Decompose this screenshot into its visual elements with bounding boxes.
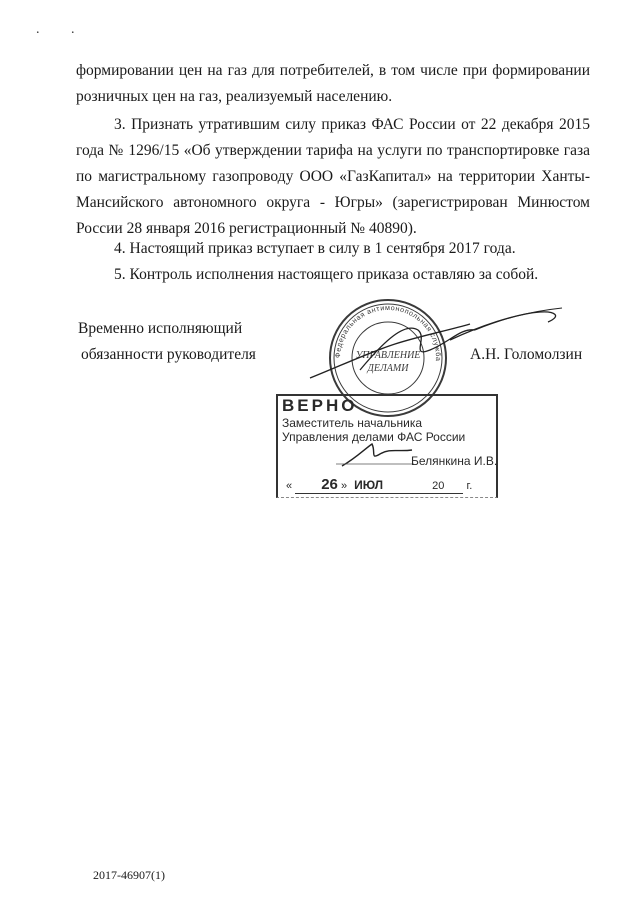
date-month: ИЮЛ [354, 478, 384, 492]
stamp-position: Заместитель начальника [282, 416, 423, 430]
position-line-2: обязанности руководителя [81, 346, 256, 363]
paragraph-item-3: 3. Признать утратившим силу приказ ФАС России от 22 декабря 2015 года № 1296/15 «Об утверждении тарифа на услуги по транспортировке газа по магистральному газопроводу ООО «ГазКапитал» на территории Ханты-Мансийского автономного округа - Югры» (зарегистрирован Минюстом России 28 января 2016 регистрационный № 40890). [76, 116, 590, 237]
stamp-date: « 26 » ИЮЛ 20 г. [286, 476, 473, 493]
header-marks: . . [36, 22, 89, 37]
position-line-1: Временно исполняющий [78, 320, 243, 337]
seal-ring-text: Федеральная антимонопольная служба [332, 302, 444, 362]
signatory-name: А.Н. Голомолзин [470, 346, 583, 363]
date-open-quote: « [286, 480, 293, 492]
document-code: 2017-46907(1) [93, 868, 165, 882]
stamp-title: ВЕРНО [282, 396, 358, 415]
stamp-department: Управления делами ФАС России [282, 430, 466, 444]
date-day: 26 [321, 476, 338, 493]
seal-center-line-2: ДЕЛАМИ [367, 363, 409, 374]
date-year-suffix: г. [466, 480, 473, 492]
paragraph-item-5: 5. Контроль исполнения настоящего приказа оставляю за собой. [114, 266, 539, 283]
stamp-signature [336, 440, 416, 470]
stamp-signer-name: Белянкина И.В. [411, 454, 498, 468]
signatory-position [78, 316, 256, 368]
certification-stamp [276, 394, 498, 498]
paragraph-continuation: формировании цен на газ для потребителей, в том числе при формировании розничных цен на газ, реализуемый населению. [76, 62, 590, 105]
paragraph-item-4: 4. Настоящий приказ вступает в силу в 1 сентября 2017 года. [114, 240, 516, 257]
handwritten-signature [300, 300, 570, 390]
seal-center-line-1: УПРАВЛЕНИЕ [355, 350, 421, 361]
date-year-prefix: 20 [432, 480, 445, 492]
